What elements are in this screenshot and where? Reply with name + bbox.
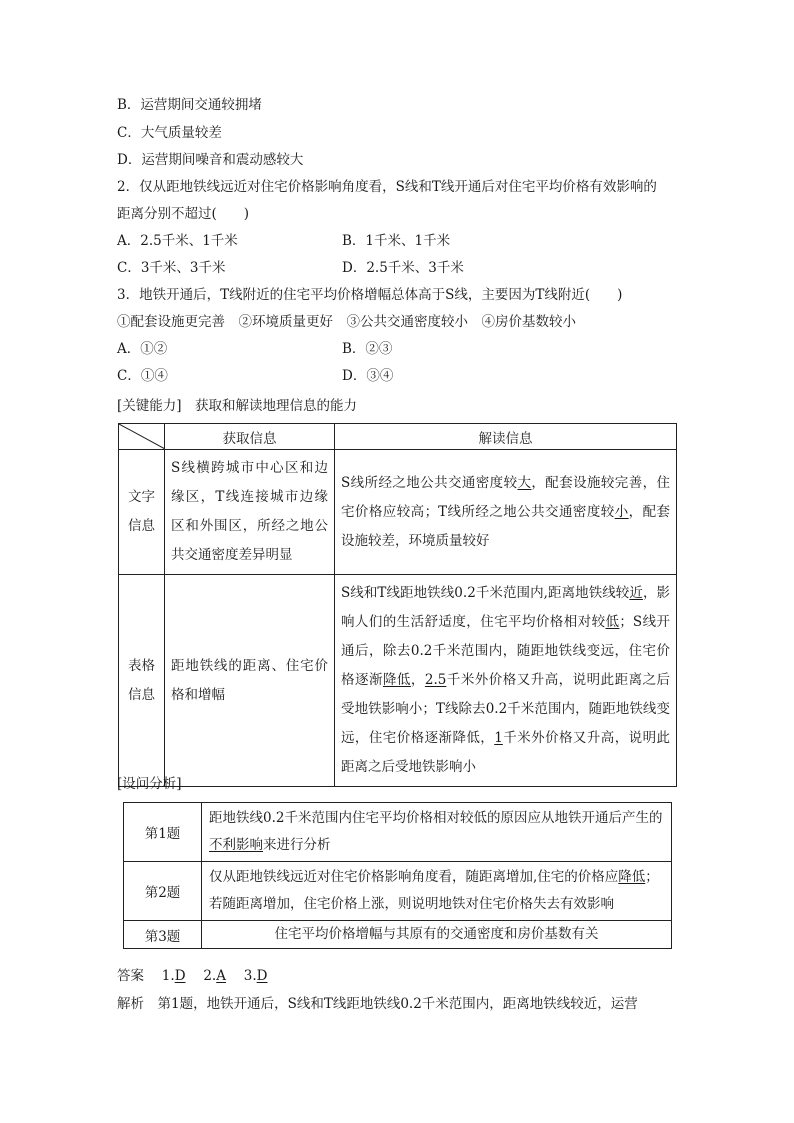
q2-option-b: B．1千米、1千米 [342,233,451,249]
q3-option-c: C．①④ [117,368,168,384]
explanation-text: 第1题，地铁开通后，S线和T线距地铁线0.2千米范围内，距离地铁线较近，运营 [157,996,638,1012]
get-info-cell: 距地铁线的距离、住宅价格和增幅 [165,575,335,787]
q2-option-d: D．2.5千米、3千米 [342,260,464,276]
answer-3: D [256,968,268,984]
get-info-cell: S线横跨城市中心区和边缘区，T线连接城市边缘区和外围区，所经之地公共交通密度差异明显 [165,450,335,575]
analysis-text: 住宅平均价格增幅与其原有的交通密度和房价基数有关 [202,921,672,949]
row-label-line2: 信息 [128,518,155,534]
diagonal-line [119,424,165,449]
q2-stem-line2: 距离分别不超过( ) [117,206,250,222]
answer-label: 答案 [117,968,144,984]
analysis-table [123,802,672,949]
row-label-line1: 文字 [128,489,155,505]
table-row-table-info [119,575,677,787]
table-row [124,921,672,949]
question-label: 第2题 [124,862,202,921]
column-header-read: 解读信息 [335,424,677,450]
q1-option-b: B．运营期间交通较拥堵 [117,97,262,113]
key-ability-header-row [119,424,677,450]
table-row [124,862,672,921]
read-info-cell: S线所经之地公共交通密度较大，配套设施较完善，住宅价格应较高；T线所经之地公共交通密度较小，配套设施较差，环境质量较好 [335,450,677,575]
answer-2: A [216,968,226,984]
q3-stem: 3．地铁开通后，T线附近的住宅平均价格增幅总体高于S线，主要因为T线附近( ) [117,287,623,303]
explanation-label: 解析 [117,996,144,1012]
answer-line: 答案 1.D 2.A 3.D [117,968,268,984]
q3-option-b: B．②③ [342,341,393,357]
row-label-line1: 表格 [128,657,155,674]
q3-items: ①配套设施更完善 ②环境质量更好 ③公共交通密度较小 ④房价基数较小 [117,314,576,330]
row-label [119,575,165,787]
q2-option-a: A．2.5千米、1千米 [117,233,238,249]
question-label: 第3题 [124,921,202,949]
table-row [124,803,672,862]
analysis-text: 距地铁线0.2千米范围内住宅平均价格相对较低的原因应从地铁开通后产生的不利影响来进行分析 [202,803,672,862]
column-header-get: 获取信息 [165,424,335,450]
answer-1: D [174,968,186,984]
row-label [119,450,165,575]
diagonal-corner-cell [119,424,165,450]
read-info-cell: S线和T线距地铁线0.2千米范围内,距离地铁线较近，影响人们的生活舒适度，住宅平均价格相对较低；S线开通后，除去0.2千米范围内，随距地铁线变远，住宅价格逐渐降低，2.5千米外价格又升高，说明此距离之后受地铁影响小；T线除去0.2千米范围内，随距地铁线变远，住宅价格逐渐降低，1千米外价格又升高，说明此距离之后受地铁影响小 [335,575,677,787]
key-ability-heading: [关键能力] 获取和解读地理信息的能力 [117,398,358,414]
q3-option-a: A．①② [117,341,168,357]
analysis-text: 仅从距地铁线远近对住宅价格影响角度看，随距离增加,住宅的价格应降低；若随距离增加，住宅价格上涨，则说明地铁对住宅价格失去有效影响 [202,862,672,921]
key-ability-table [118,423,677,787]
analysis-heading: [设问分析] [117,776,182,792]
q3-option-d: D．③④ [342,368,394,384]
q2-stem-line1: 2．仅从距地铁线远近对住宅价格影响角度看，S线和T线开通后对住宅平均价格有效影响的 [117,179,657,195]
explanation-line [117,994,638,1014]
row-label-line2: 信息 [128,686,155,703]
question-label: 第1题 [124,803,202,862]
q1-option-d: D．运营期间噪音和震动感较大 [117,152,304,168]
q2-option-c: C．3千米、3千米 [117,260,226,276]
q1-option-c: C．大气质量较差 [117,125,222,141]
table-row-text-info [119,450,677,575]
